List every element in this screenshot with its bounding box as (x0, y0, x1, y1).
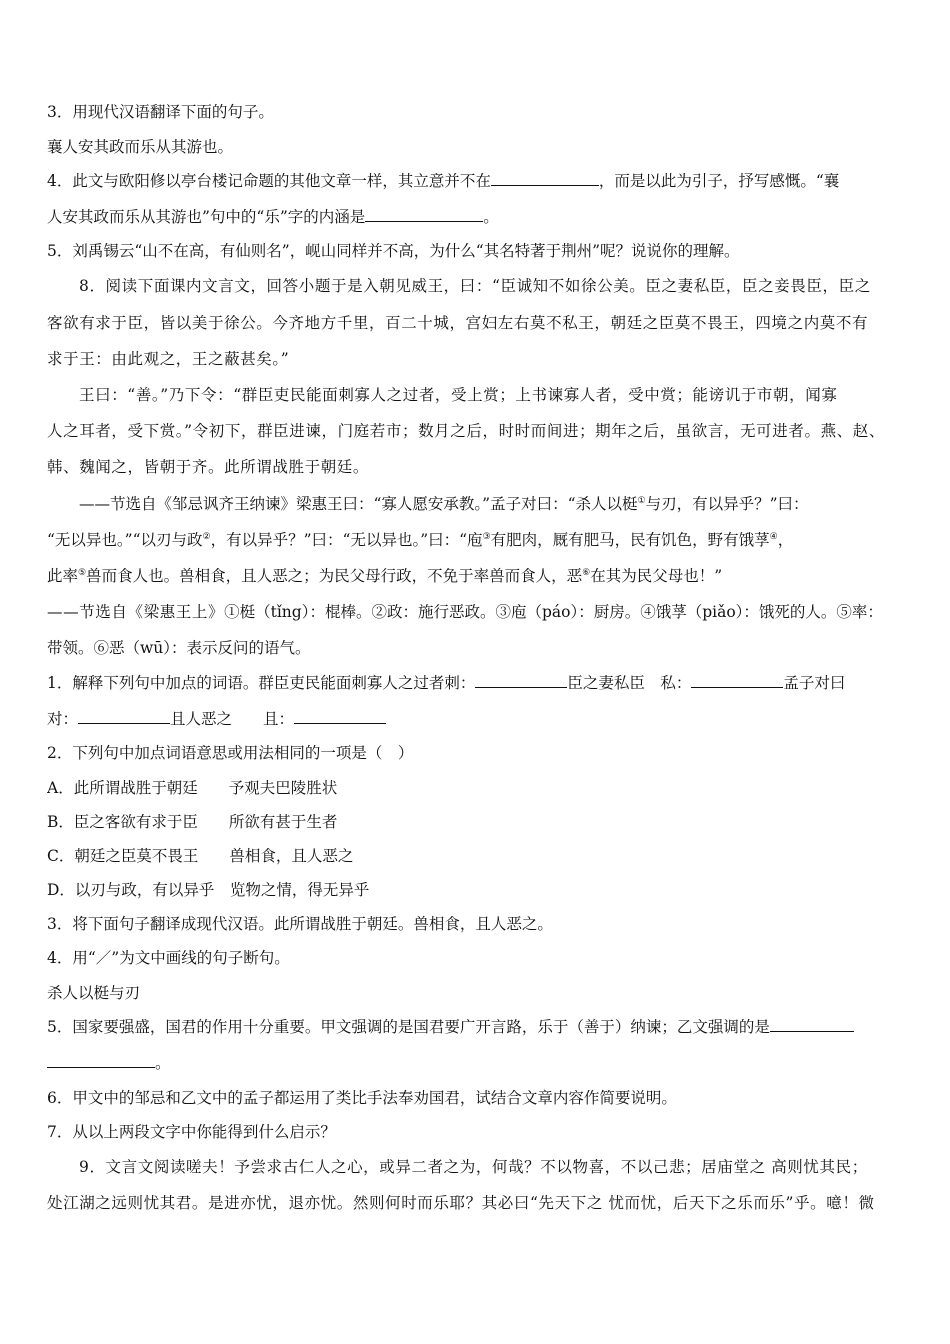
passage-yi-line-3: 此率⑤兽而食人也。兽相食，且人恶之；为民父母行政，不免于率兽而食人，恶⑥在其为民父母也！” (47, 567, 723, 585)
answer-blank[interactable] (294, 709, 386, 724)
q6-question: 6．甲文中的邹忌和乙文中的孟子都运用了类比手法奉劝国君，试结合文章内容作简要说明。 (47, 1089, 677, 1107)
passage-9-line-2: 处江湖之远则忧其君。是进亦忧，退亦忧。然则何时而乐耶？其必曰“先天下之 忧而忧，后天下之乐而乐”乎。噫！微 (47, 1194, 875, 1212)
answer-blank[interactable] (47, 1053, 155, 1068)
q4-punctuate: 4．用“／”为文中画线的句子断句。 (47, 949, 290, 967)
q4-sentence: 杀人以梃与刃 (47, 984, 141, 1002)
answer-blank[interactable] (491, 171, 599, 186)
q4-line-1: 4．此文与欧阳修以亭台楼记命题的其他文章一样，其立意并不在 ，而是以此为引子，抒写感慨。“襄 (47, 172, 840, 190)
q5-line-2: 。 (47, 1053, 905, 1073)
q7-question: 7．从以上两段文字中你能得到什么启示？ (47, 1123, 336, 1141)
passage-8-line-5: 人之耳者，受下赏。”令初下，群臣进谏，门庭若市；数月之后，时时而间进；期年之后，虽欲言，无可进者。燕、赵、 (47, 422, 885, 440)
q2-option-c: C．朝廷之臣莫不畏王 兽相食，且人恶之 (47, 847, 354, 865)
passage-8-line-6: 韩、魏闻之，皆朝于齐。此所谓战胜于朝廷。 (47, 458, 370, 476)
q3-translate: 3．将下面句子翻译成现代汉语。此所谓战胜于朝廷。兽相食，且人恶之。 (47, 915, 553, 933)
answer-blank[interactable] (691, 673, 783, 688)
q2-question: 2．下列句中加点词语意思或用法相同的一项是（ ） (47, 744, 414, 762)
q3-translate-prompt: 3．用现代汉语翻译下面的句子。 (47, 103, 274, 121)
passage-yi-line-1: ——节选自《邹忌讽齐王纳谏》梁惠王曰：“寡人愿安承教。”孟子对曰：“杀人以梃①与刃，有以异乎？”曰： (79, 495, 809, 513)
q2-option-a: A．此所谓战胜于朝廷 予观夫巴陵胜状 (47, 779, 338, 797)
passage-8-line-1: 8．阅读下面课内文言文，回答小题于是入朝见威王，曰：“臣诚知不如徐公美。臣之妻私臣，臣之妾畏臣，臣之 (79, 277, 871, 295)
answer-blank[interactable] (770, 1017, 854, 1032)
q2-option-d: D．以刃与政，有以异乎 览物之情，得无异乎 (47, 881, 370, 899)
annotation-line-1: ——节选自《梁惠王上》①梃（tǐng）：棍棒。②政：施行恶政。③庖（páo）：厨房。④饿莩（piǎo）：饿死的人。⑤率： (47, 603, 883, 621)
answer-blank[interactable] (365, 207, 483, 222)
answer-blank[interactable] (78, 709, 170, 724)
q1-explain-line-1: 1．解释下列句中加点的词语。群臣吏民能面刺寡人之过者刺： 臣之妻私臣 私： 孟子对曰 (47, 674, 846, 692)
annotation-line-2: 带领。⑥恶（wū）：表示反问的语气。 (47, 639, 311, 657)
q5-line-1: 5．国家要强盛，国君的作用十分重要。甲文强调的是国君要广开言路，乐于（善于）纳谏；乙文强调的是 (47, 1017, 905, 1037)
passage-8-line-4: 王曰：“善。”乃下令：“群臣吏民能面刺寡人之过者，受上赏；上书谏寡人者，受中赏；能谤讥于市朝，闻寡 (79, 386, 838, 404)
q4-line-2: 人安其政而乐从其游也”句中的“乐”字的内涵是 。 (47, 208, 499, 226)
q5-question: 5．刘禹锡云“山不在高，有仙则名”，岘山同样并不高，为什么“其名特著于荆州”呢？说说你的理解。 (47, 242, 740, 260)
passage-9-line-1: 9．文言文阅读嗟夫！予尝求古仁人之心，或异二者之为，何哉？不以物喜，不以己悲；居庙堂之 高则忧其民； (79, 1158, 868, 1176)
q3-sentence: 襄人安其政而乐从其游也。 (47, 138, 234, 156)
q1-explain-line-2: 对： 且人恶之 且： (47, 709, 905, 729)
passage-8-line-3: 求于王：由此观之，王之蔽甚矣。” (47, 350, 290, 368)
passage-8-line-2: 客欲有求于臣，皆以美于徐公。今齐地方千里，百二十城，宫妇左右莫不私王，朝廷之臣莫不畏王，四境之内莫不有 (47, 314, 869, 332)
answer-blank[interactable] (475, 673, 567, 688)
passage-yi-line-2: “无以异也。”“以刃与政②，有以异乎？”曰：“无以异也。”曰：“庖③有肥肉，厩有肥马，民有饥色，野有饿莩④， (47, 531, 794, 549)
q2-option-b: B．臣之客欲有求于臣 所欲有甚于生者 (47, 813, 338, 831)
